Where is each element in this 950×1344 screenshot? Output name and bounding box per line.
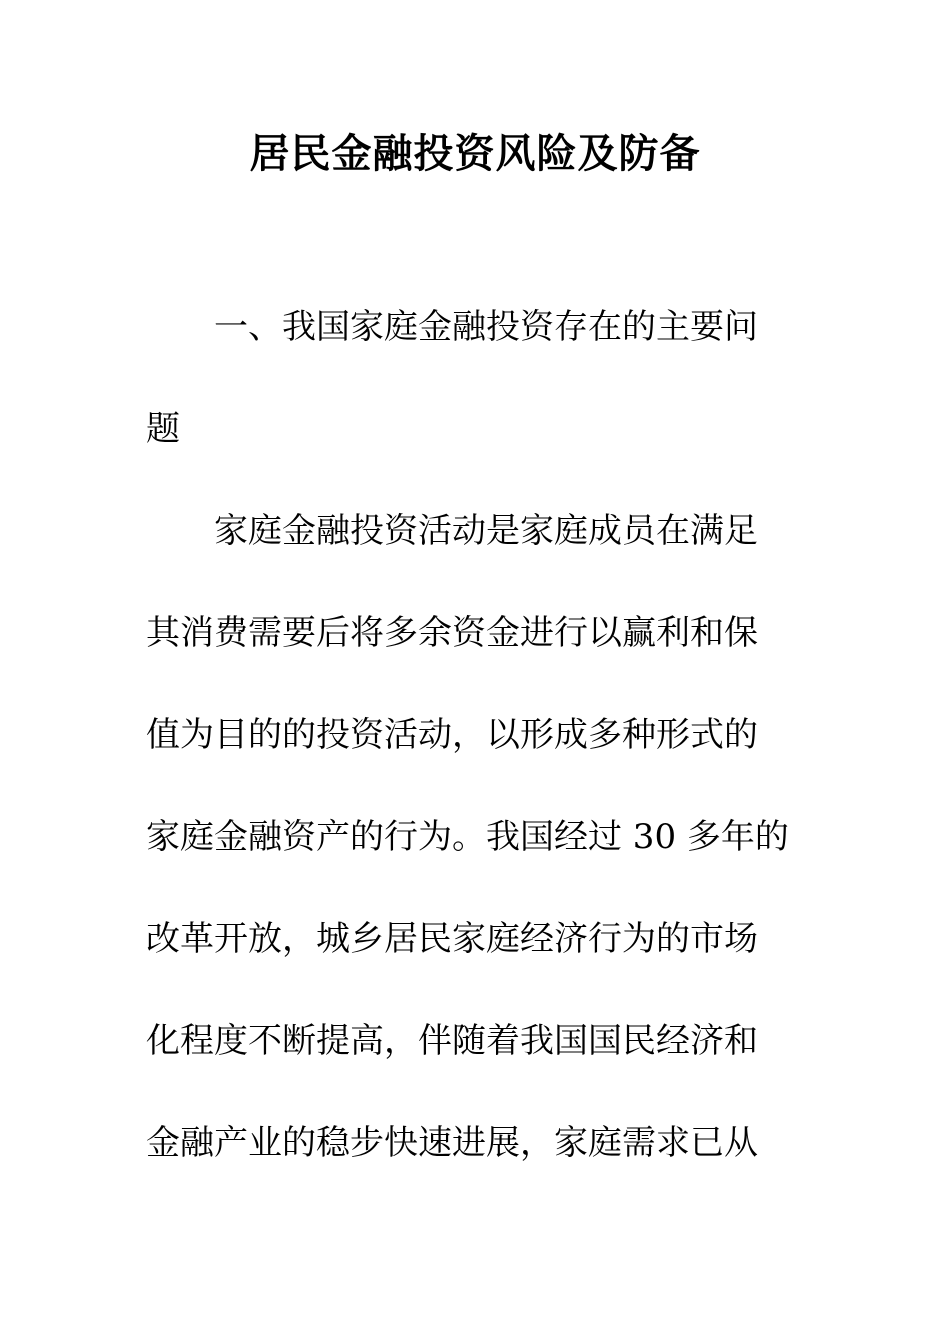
paragraph-line: 家庭金融资产的行为。我国经过 30 多年的 xyxy=(146,817,789,857)
paragraph-line: 值为目的的投资活动，以形成多种形式的 xyxy=(146,715,758,755)
section-heading-line: 题 xyxy=(146,409,180,449)
paragraph-line: 化程度不断提高，伴随着我国国民经济和 xyxy=(146,1021,758,1061)
body-paragraph xyxy=(146,480,806,1194)
section-heading-line: 一、我国家庭金融投资存在的主要问 xyxy=(214,307,758,347)
paragraph-line: 家庭金融投资活动是家庭成员在满足 xyxy=(214,511,758,551)
paragraph-line: 金融产业的稳步快速进展，家庭需求已从 xyxy=(146,1123,758,1163)
section-heading xyxy=(146,276,806,480)
document-title: 居民金融投资风险及防备 xyxy=(249,130,701,177)
paragraph-line: 改革开放，城乡居民家庭经济行为的市场 xyxy=(146,919,758,959)
paragraph-line: 其消费需要后将多余资金进行以赢利和保 xyxy=(146,613,758,653)
